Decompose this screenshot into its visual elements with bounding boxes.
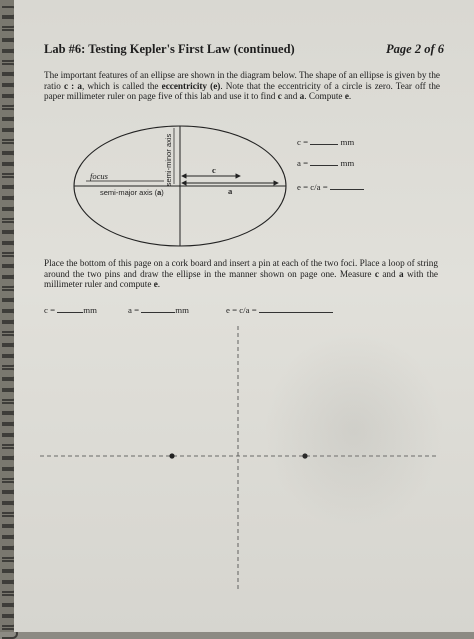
bottom-e-equation: [226, 304, 333, 315]
bottom-a-equation: [128, 304, 189, 315]
focus-label: focus: [90, 171, 108, 181]
a-term: a: [299, 91, 305, 102]
intro-text: The important features of an ellipse are shown in the diagram below. The shape of an ellipse is given by the ratio: [44, 70, 440, 91]
instructions-text: and: [378, 268, 400, 279]
a-answer-blank[interactable]: [141, 304, 175, 313]
e-eq-label: e = c/a =: [226, 305, 257, 315]
e-answer-blank[interactable]: [259, 304, 333, 313]
ellipse-diagram: [14, 0, 474, 632]
ratio-term: c : a: [63, 80, 82, 91]
intro-text: .: [348, 91, 352, 102]
intro-text: . Note that the eccentricity of a circle is zero. Tear off the paper millimeter ruler on page five of this lab and use it to find: [44, 80, 440, 102]
paper-shadow: [264, 330, 444, 530]
e-eq-label: e = c/a =: [297, 182, 328, 192]
instructions-text: .: [157, 279, 161, 290]
a-answer-blank[interactable]: [310, 157, 338, 166]
semi-major-text: ): [161, 188, 164, 197]
a-term: a: [399, 268, 404, 279]
intro-text: . Compute: [304, 91, 345, 102]
semi-minor-axis-label: semi-minor axis: [164, 133, 173, 187]
c-answer-blank[interactable]: [57, 304, 83, 313]
c-eq-label: c =: [44, 305, 56, 315]
c-answer-blank[interactable]: [310, 136, 338, 145]
a-unit: mm: [340, 158, 355, 168]
c-equation: [297, 136, 354, 147]
c-term: c: [277, 91, 282, 102]
instructions-text: Place the bottom of this page on a cork board and insert a pin at each of the two foci. Place a loop of string around the two pins and draw the ellipse in the manner shown on page one. Measure: [44, 258, 438, 279]
c-eq-label: c =: [297, 137, 309, 147]
lab-title: Lab #6: Testing Kepler's First Law (continued): [44, 42, 295, 56]
semi-major-letter: a: [157, 188, 162, 197]
a-eq-label: a =: [297, 158, 309, 168]
left-focus-dot: [169, 453, 174, 458]
e-answer-blank[interactable]: [330, 181, 364, 190]
semi-major-text: semi-major axis (: [100, 188, 158, 197]
intro-text: and: [281, 91, 300, 102]
a-eq-label: a =: [128, 305, 140, 315]
semi-major-axis-label: [100, 188, 164, 197]
a-unit: mm: [175, 305, 189, 315]
a-label: a: [228, 186, 233, 196]
e-term: e: [153, 279, 158, 290]
c-label: c: [212, 165, 216, 175]
c-term: c: [374, 268, 379, 279]
a-equation: [297, 157, 354, 168]
worksheet-page: [14, 0, 474, 632]
instructions-text: with the millimeter ruler and compute: [44, 268, 439, 290]
c-unit: mm: [340, 137, 355, 147]
instructions-paragraph: [44, 258, 438, 290]
intro-text: , which is called the: [81, 80, 162, 91]
bottom-c-equation: [44, 304, 97, 315]
c-unit: mm: [83, 305, 97, 315]
eccentricity-term: eccentricity (e): [161, 80, 221, 91]
page-number: Page 2 of 6: [386, 42, 444, 56]
e-equation: [297, 181, 364, 192]
e-term: e: [344, 91, 349, 102]
